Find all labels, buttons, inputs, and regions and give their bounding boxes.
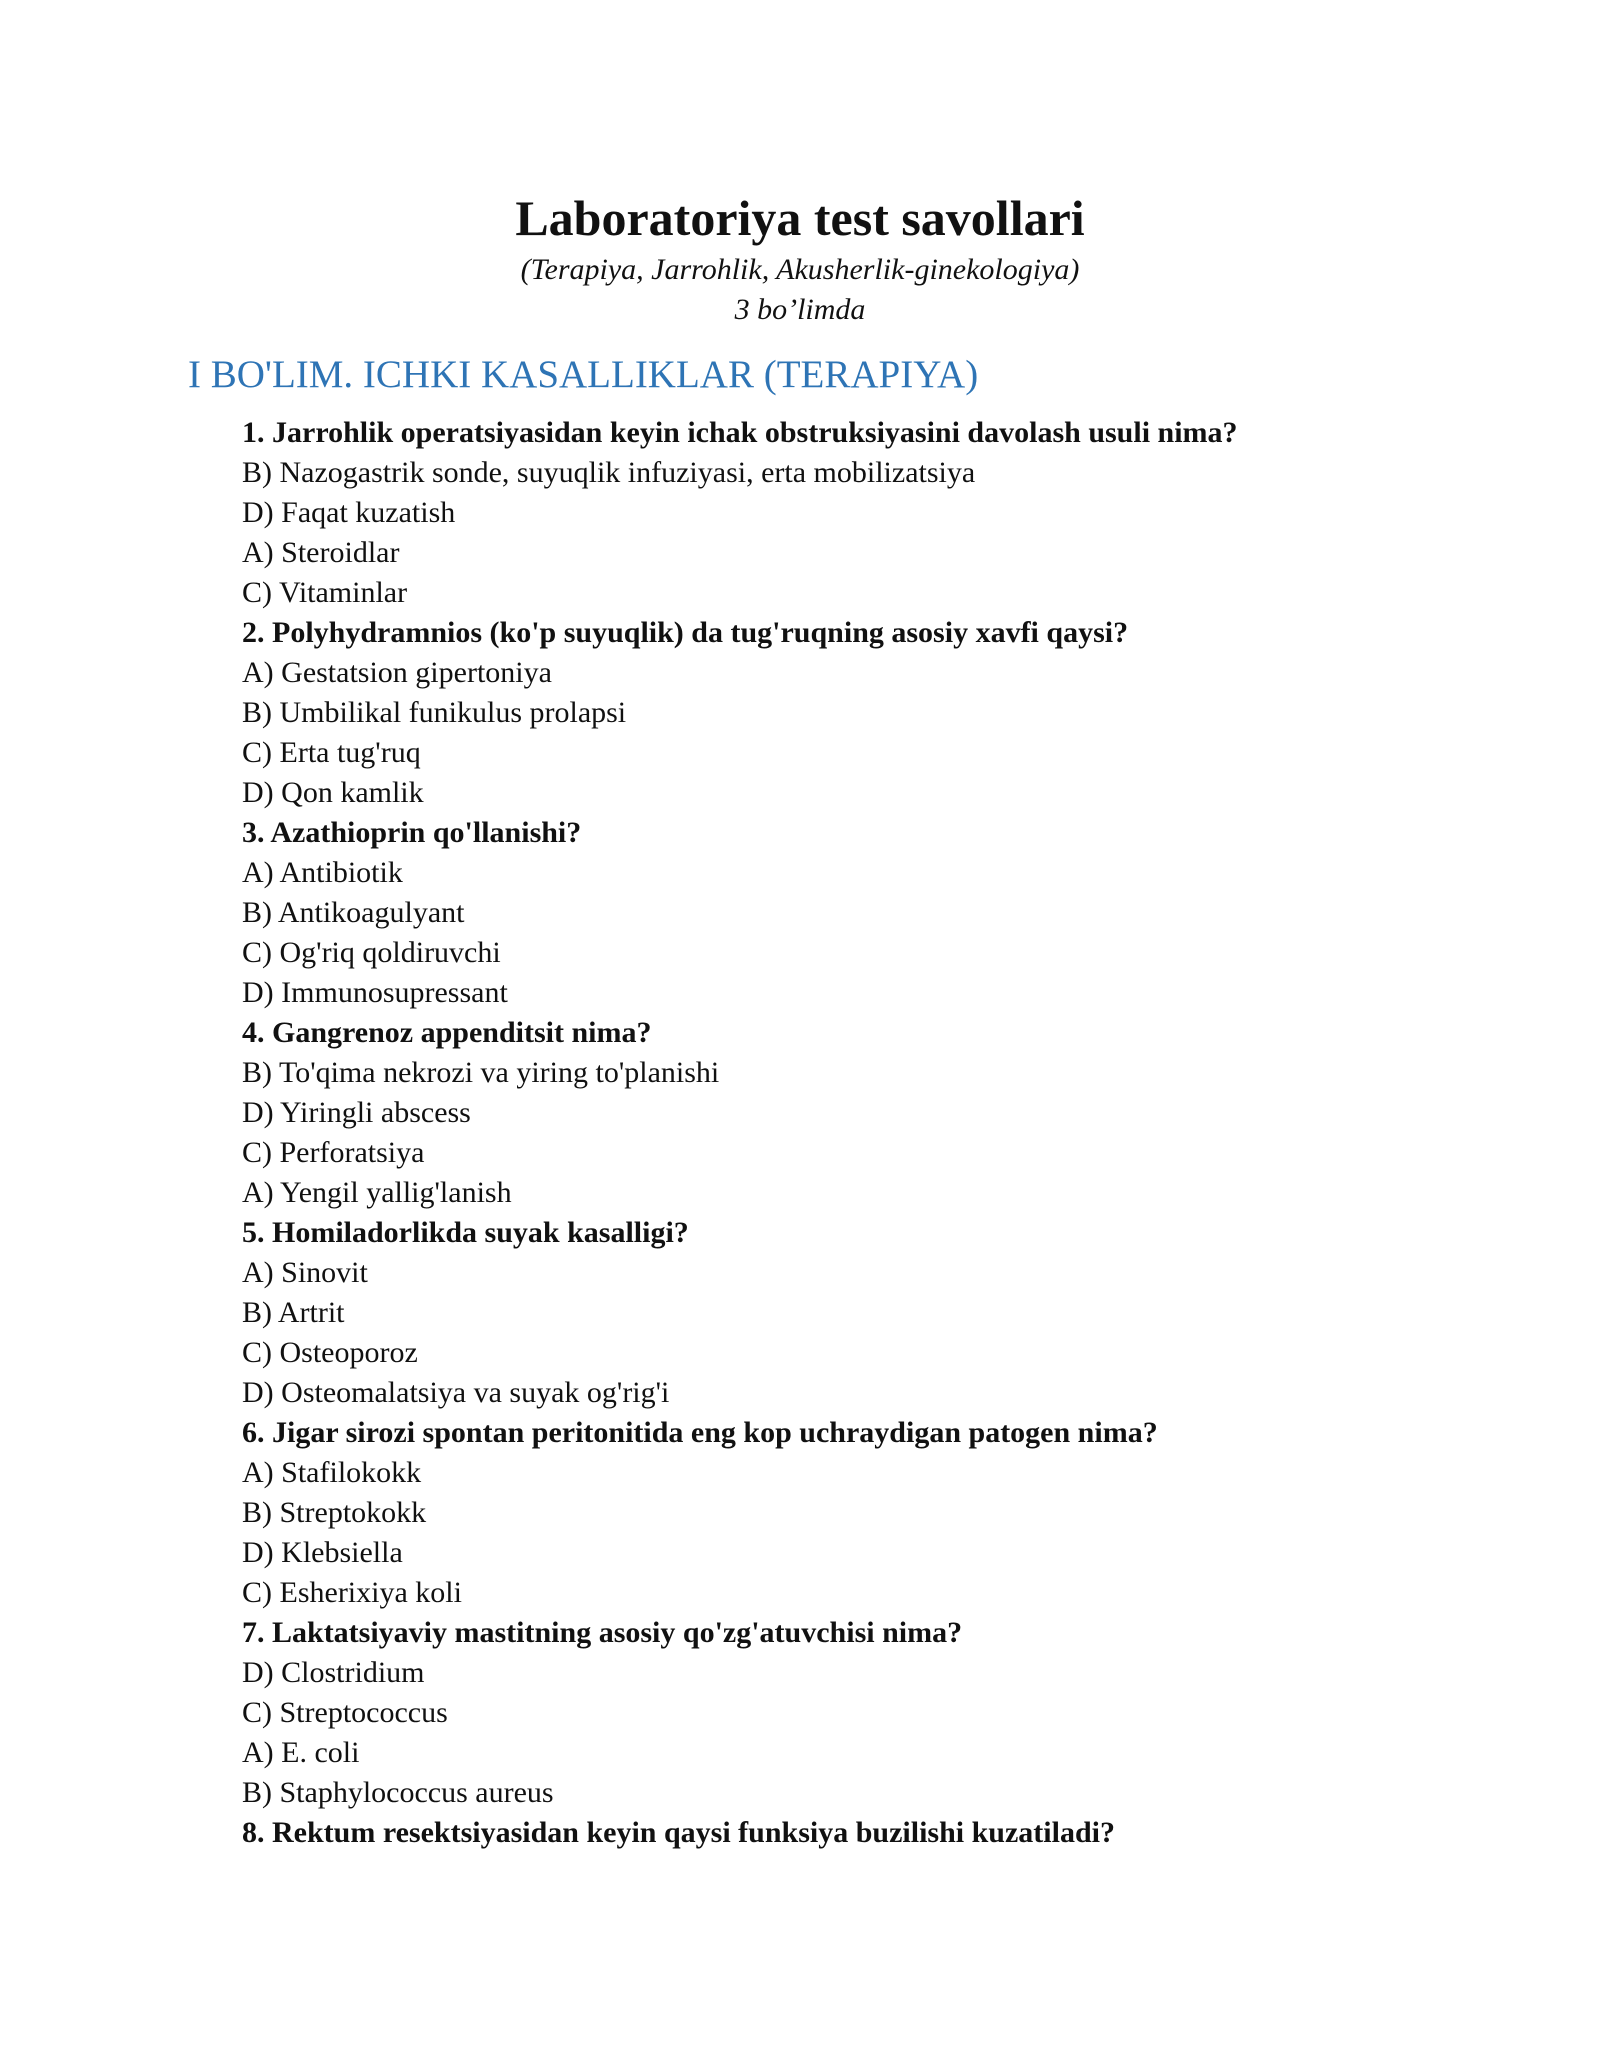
- question-6-option: D) Klebsiella: [242, 1536, 403, 1569]
- question-1-option: C) Vitaminlar: [242, 576, 408, 609]
- question-list: [242, 413, 1492, 1853]
- question-6-option: A) Stafilokokk: [242, 1456, 422, 1489]
- question-7-option: A) E. coli: [242, 1736, 360, 1769]
- question-2-option: D) Qon kamlik: [242, 776, 424, 809]
- question-5: 5. Homiladorlikda suyak kasalligi?: [242, 1216, 689, 1249]
- question-1-option: A) Steroidlar: [242, 536, 400, 569]
- question-4: 4. Gangrenoz appenditsit nima?: [242, 1016, 652, 1049]
- question-4-option: C) Perforatsiya: [242, 1136, 425, 1169]
- question-7-option: B) Staphylococcus aureus: [242, 1776, 554, 1809]
- question-7: 7. Laktatsiyaviy mastitning asosiy qo'zg'atuvchisi nima?: [242, 1616, 963, 1649]
- question-5-option: B) Artrit: [242, 1296, 345, 1329]
- question-3-option: C) Og'riq qoldiruvchi: [242, 936, 501, 969]
- question-5-option: C) Osteoporoz: [242, 1336, 418, 1369]
- question-3-option: A) Antibiotik: [242, 856, 403, 889]
- question-4-option: A) Yengil yallig'lanish: [242, 1176, 512, 1209]
- question-1-option: D) Faqat kuzatish: [242, 496, 456, 529]
- question-7-option: D) Clostridium: [242, 1656, 425, 1689]
- question-6: 6. Jigar sirozi spontan peritonitida eng kop uchraydigan patogen nima?: [242, 1416, 1158, 1449]
- question-5-option: A) Sinovit: [242, 1256, 368, 1289]
- question-5-option: D) Osteomalatsiya va suyak og'rig'i: [242, 1376, 670, 1409]
- question-6-option: C) Esherixiya koli: [242, 1576, 462, 1609]
- question-3: 3. Azathioprin qo'llanishi?: [242, 816, 582, 849]
- question-2: 2. Polyhydramnios (ko'p suyuqlik) da tug'ruqning asosiy xavfi qaysi?: [242, 616, 1129, 649]
- question-3-option: B) Antikoagulyant: [242, 896, 465, 929]
- question-4-option: B) To'qima nekrozi va yiring to'planishi: [242, 1056, 720, 1089]
- document-title: Laboratoriya test savollari: [515, 190, 1085, 246]
- question-3-option: D) Immunosupressant: [242, 976, 508, 1009]
- question-7-option: C) Streptococcus: [242, 1696, 448, 1729]
- question-1: 1. Jarrohlik operatsiyasidan keyin ichak obstruksiyasini davolash usuli nima?: [242, 416, 1238, 449]
- document-section-count: 3 bo’limda: [734, 293, 866, 326]
- question-2-option: B) Umbilikal funikulus prolapsi: [242, 696, 627, 729]
- question-8: 8. Rektum resektsiyasidan keyin qaysi funksiya buzilishi kuzatiladi?: [242, 1816, 1115, 1849]
- question-1-option: B) Nazogastrik sonde, suyuqlik infuziyasi, erta mobilizatsiya: [242, 456, 976, 489]
- document-subtitle: (Terapiya, Jarrohlik, Akusherlik-ginekologiya): [520, 253, 1080, 286]
- question-2-option: C) Erta tug'ruq: [242, 736, 421, 769]
- section-heading: I BO'LIM. ICHKI KASALLIKLAR (TERAPIYA): [188, 353, 979, 396]
- question-2-option: A) Gestatsion gipertoniya: [242, 656, 552, 689]
- question-6-option: B) Streptokokk: [242, 1496, 427, 1529]
- question-4-option: D) Yiringli abscess: [242, 1096, 471, 1129]
